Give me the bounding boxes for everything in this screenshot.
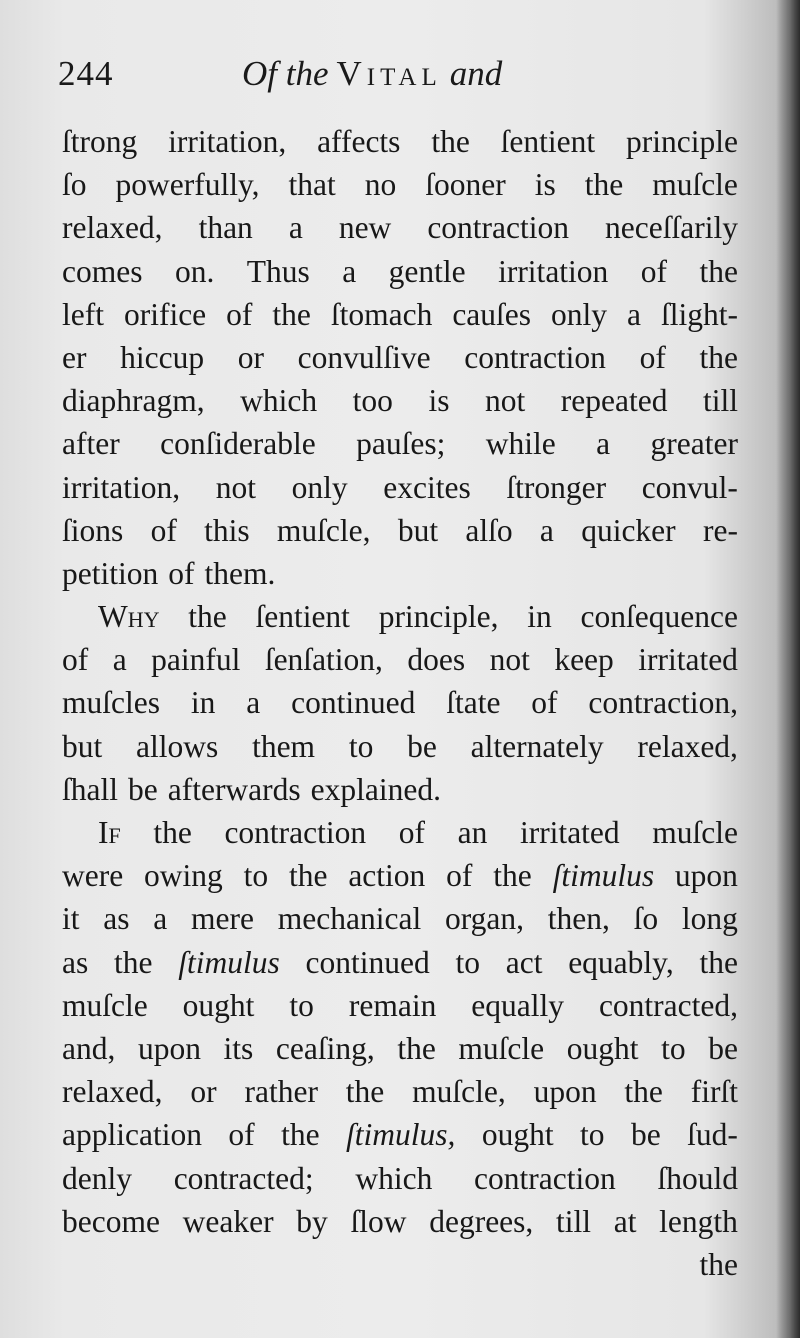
word: ſud- — [687, 1117, 738, 1153]
word: ſentient — [255, 599, 350, 635]
text-line — [62, 293, 738, 336]
word: contraction — [474, 1160, 616, 1196]
text-line — [62, 250, 738, 293]
word: irritation, — [62, 469, 181, 505]
word: too — [352, 383, 393, 419]
word: a — [539, 512, 554, 548]
word: quicker — [581, 512, 676, 548]
word: excites — [383, 469, 471, 505]
word: organ, — [444, 901, 524, 937]
word: comes — [62, 253, 143, 289]
word: by — [296, 1203, 328, 1239]
word: the — [188, 599, 227, 635]
word: gentle — [388, 253, 466, 289]
catchword-line — [62, 1243, 738, 1286]
word: convul- — [641, 469, 738, 505]
word: the — [699, 339, 738, 375]
word: long — [681, 901, 738, 937]
word: be — [407, 728, 437, 764]
word: ſtomach — [330, 296, 433, 332]
word: ſo — [633, 901, 659, 937]
word: remain — [348, 987, 437, 1023]
word: pauſes; — [356, 426, 446, 462]
word: conſequence — [580, 599, 738, 635]
running-head — [242, 54, 502, 94]
word: is — [428, 383, 450, 419]
word: irritation, — [168, 124, 287, 159]
text-line — [62, 811, 738, 854]
word: of — [62, 642, 89, 678]
word: contraction — [464, 339, 606, 375]
word: mechanical — [277, 901, 422, 937]
text-line — [62, 768, 738, 811]
word: a — [596, 426, 611, 462]
text-line — [62, 595, 738, 638]
word: ſtronger — [506, 469, 607, 505]
word: new — [338, 210, 392, 246]
word: muſcle, — [412, 1074, 506, 1110]
word: upon — [533, 1074, 597, 1110]
word: degrees, — [429, 1203, 534, 1239]
word: painful — [151, 642, 241, 678]
word: alſo — [465, 512, 513, 548]
word: petition — [62, 555, 159, 591]
text-line — [62, 206, 738, 249]
word: orifice — [123, 296, 207, 332]
text-line — [62, 336, 738, 379]
word: be — [128, 771, 158, 807]
text-line — [62, 854, 738, 897]
word: but — [397, 512, 439, 548]
text-line — [62, 1113, 738, 1156]
word: of — [150, 512, 177, 548]
word: muſcle, — [276, 512, 371, 548]
text-line — [62, 163, 738, 206]
word: muſcle — [652, 815, 738, 850]
word: a — [288, 210, 303, 246]
word: to — [348, 728, 374, 764]
text-line — [62, 509, 738, 552]
text-line — [62, 1070, 738, 1113]
word: ought — [182, 987, 255, 1023]
word: of — [228, 1117, 255, 1153]
word: neceſſarily — [605, 210, 738, 246]
word: or — [190, 1074, 217, 1110]
word: ought — [566, 1030, 639, 1066]
word: ought — [481, 1117, 554, 1153]
word: to — [661, 1030, 686, 1066]
word: ſooner — [425, 167, 506, 203]
word: convulſive — [297, 339, 431, 375]
word: does — [407, 642, 466, 678]
word: not — [489, 642, 530, 678]
word: to — [289, 987, 314, 1023]
word: firſt — [690, 1074, 738, 1110]
word: length — [659, 1203, 738, 1239]
word: a — [342, 253, 357, 289]
word: then, — [547, 901, 610, 937]
word: equally — [471, 987, 564, 1023]
text-line — [62, 422, 738, 465]
word: act — [505, 944, 543, 980]
text-line — [62, 120, 738, 163]
word: were — [62, 858, 124, 894]
word: mere — [191, 901, 255, 937]
word: contraction, — [588, 685, 738, 721]
word: or — [237, 339, 264, 375]
word: while — [485, 426, 556, 462]
word: repeated — [560, 383, 668, 419]
word: conſiderable — [160, 426, 316, 462]
word: of — [639, 339, 666, 375]
word: no — [364, 167, 397, 203]
word: ceaſing, — [275, 1030, 375, 1066]
word: to — [243, 858, 269, 894]
running-head-part1: Of the — [242, 54, 329, 93]
word: a — [153, 901, 168, 937]
word: irritated — [638, 642, 738, 678]
text-line — [62, 466, 738, 509]
word: to — [455, 944, 480, 980]
word: as — [103, 901, 130, 937]
word: at — [613, 1203, 637, 1239]
word: If — [98, 815, 121, 850]
text-line — [62, 638, 738, 681]
word: is — [534, 167, 556, 203]
word: and, — [62, 1030, 116, 1066]
word: continued — [291, 685, 416, 721]
word: its — [223, 1030, 254, 1066]
catchword: the — [699, 1246, 738, 1282]
word: contracted; — [173, 1160, 314, 1196]
word: than — [198, 210, 253, 246]
word: the — [397, 1030, 436, 1066]
word: as — [62, 944, 89, 980]
word: Why — [98, 599, 160, 635]
word: ſhould — [657, 1160, 738, 1196]
word: relaxed, — [62, 1074, 163, 1110]
text-line — [62, 725, 738, 768]
word: rather — [244, 1074, 318, 1110]
word: the — [289, 858, 328, 894]
word: upon — [674, 858, 738, 894]
word: ſtrong — [62, 124, 138, 159]
word: equably, — [568, 944, 674, 980]
word: the — [281, 1117, 320, 1153]
word: denly — [62, 1160, 132, 1196]
word: action — [348, 858, 426, 894]
text-line — [62, 1027, 738, 1070]
text-line — [62, 1157, 738, 1200]
word: cauſes — [452, 296, 532, 332]
word: explained. — [310, 771, 441, 807]
word: be — [708, 1030, 738, 1066]
page-gutter-shadow — [776, 0, 800, 1338]
word: allows — [136, 728, 219, 764]
text-line — [62, 1200, 738, 1243]
word: ſtimulus, — [346, 1117, 456, 1153]
word: muſcle — [62, 987, 148, 1023]
page-number: 244 — [58, 54, 114, 93]
word: alternately — [470, 728, 604, 764]
word: a — [112, 642, 127, 678]
word: not — [215, 469, 256, 505]
word: but — [62, 728, 103, 764]
word: the — [345, 1074, 385, 1110]
word: relaxed, — [637, 728, 738, 764]
word: of — [168, 555, 195, 591]
word: upon — [137, 1030, 201, 1066]
text-line — [62, 552, 738, 595]
word: become — [62, 1203, 160, 1239]
text-line — [62, 681, 738, 724]
word: an — [457, 815, 488, 850]
word: a — [627, 296, 641, 332]
word: only — [551, 296, 608, 332]
word: afterwards — [167, 771, 301, 807]
word: of — [398, 815, 425, 850]
word: muſcle — [458, 1030, 545, 1066]
word: in — [527, 599, 552, 635]
word: ſtimulus — [178, 944, 280, 980]
word: muſcle — [652, 167, 738, 203]
page-header — [58, 54, 748, 110]
word: not — [484, 383, 526, 419]
word: irritated — [519, 815, 620, 850]
word: of — [446, 858, 473, 894]
running-head-part3: and — [449, 54, 503, 93]
word: of — [226, 296, 253, 332]
word: principle, — [378, 599, 499, 635]
word: irritation — [498, 253, 609, 289]
word: be — [630, 1117, 661, 1153]
word: ſlow — [350, 1203, 407, 1239]
word: er — [62, 339, 87, 375]
word: the — [584, 167, 624, 203]
word: affects — [317, 124, 401, 159]
word: after — [62, 426, 120, 462]
word: greater — [650, 426, 738, 462]
word: which — [355, 1160, 433, 1196]
word: continued — [305, 944, 430, 980]
word: the — [272, 296, 311, 332]
word: ſenſation, — [264, 642, 383, 678]
word: the — [153, 815, 192, 850]
word: ſions — [62, 512, 124, 548]
text-line — [62, 941, 738, 984]
word: this — [204, 512, 250, 548]
word: the — [624, 1074, 663, 1110]
word: which — [240, 383, 318, 419]
text-line — [62, 897, 738, 940]
word: re- — [702, 512, 738, 548]
word: to — [580, 1117, 605, 1153]
word: the — [431, 124, 470, 159]
word: till — [556, 1203, 592, 1239]
word: owing — [144, 858, 223, 894]
word: hiccup — [120, 339, 205, 375]
word: keep — [554, 642, 614, 678]
word: only — [291, 469, 348, 505]
word: till — [702, 383, 738, 419]
word: left — [62, 296, 104, 332]
word: ſentient — [500, 124, 596, 159]
word: principle — [626, 124, 738, 159]
word: ſtate — [446, 685, 501, 721]
text-line — [62, 379, 738, 422]
word: muſcles — [62, 685, 160, 721]
word: in — [190, 685, 216, 721]
word: diaphragm, — [62, 383, 205, 419]
word: that — [288, 167, 336, 203]
word: powerfully, — [115, 167, 260, 203]
word: ſhall — [62, 771, 118, 807]
word: the — [493, 858, 532, 894]
word: it — [62, 901, 80, 937]
text-line — [62, 984, 738, 1027]
word: of — [640, 253, 668, 289]
word: on. — [174, 253, 215, 289]
word: contracted, — [598, 987, 738, 1023]
word: them — [252, 728, 316, 764]
word: weaker — [182, 1203, 274, 1239]
word: Thus — [246, 253, 310, 289]
word: them. — [204, 555, 276, 591]
word: relaxed, — [62, 210, 163, 246]
running-head-part2: Vital — [336, 54, 442, 93]
word: contraction — [224, 815, 367, 850]
word: ſo — [62, 167, 87, 203]
word: the — [114, 944, 153, 980]
word: contraction — [427, 210, 570, 246]
word: ſlight- — [660, 296, 738, 332]
word: ſtimulus — [552, 858, 655, 894]
word: application — [62, 1117, 202, 1153]
word: a — [246, 685, 261, 721]
word: of — [531, 685, 558, 721]
word: the — [699, 944, 738, 980]
body-text — [62, 120, 738, 1286]
word: the — [699, 253, 738, 289]
